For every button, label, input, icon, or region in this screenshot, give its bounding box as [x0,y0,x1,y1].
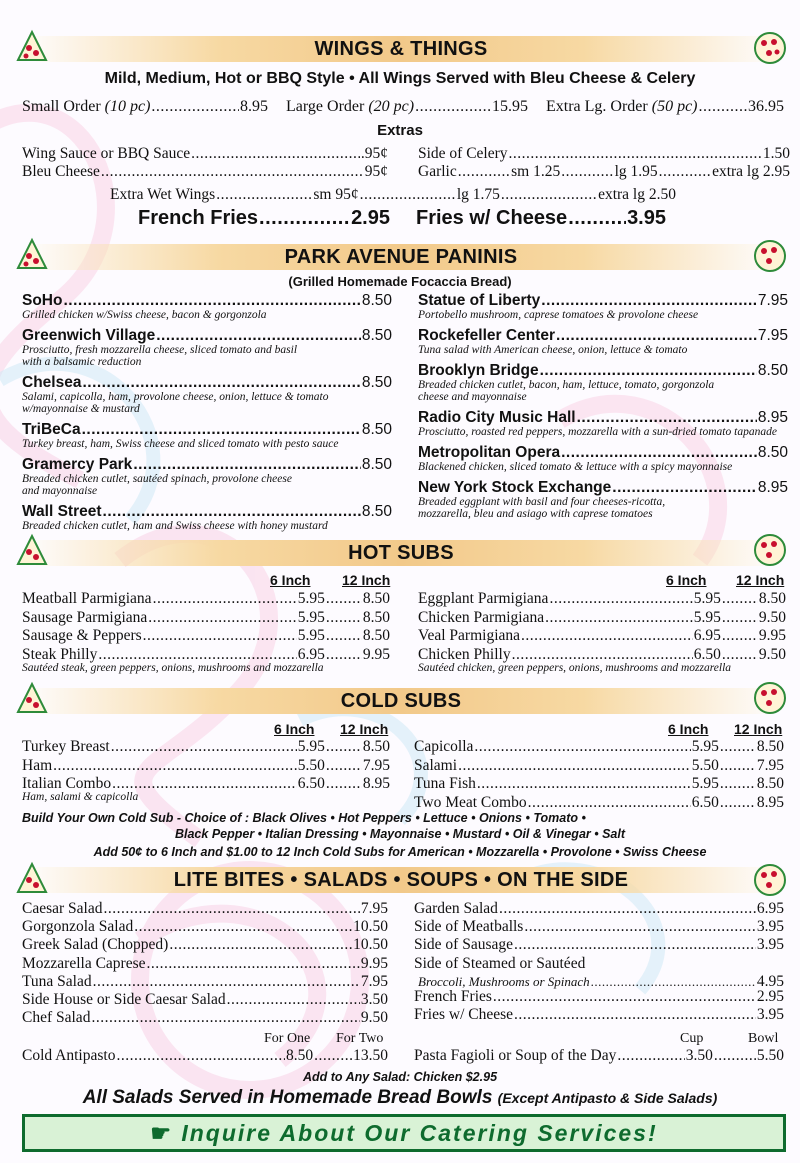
item-price: 5.95 [297,627,325,644]
hot-left-note: Sautéed steak, green peppers, onions, mushrooms and mozzarella [22,662,324,674]
price-bowl: 5.50 [756,1047,784,1064]
dot-leader [103,900,359,918]
dot-leader [326,609,362,627]
menu-item [414,918,784,936]
cold-left-note: Ham, salami & capicolla [22,791,139,803]
menu-item [22,609,390,627]
build-your-own-line-2: Black Pepper • Italian Dressing • Mayonnaise • Mustard • Oil & Vinegar • Salt [174,827,626,841]
hot-left-12inch-header: 12 Inch [342,572,391,588]
wings-extra-large-order [546,98,784,116]
bread-bowls-text: All Salads Served in Homemade Bread Bowls [82,1087,493,1108]
pizza-slice-icon [14,28,50,64]
item-description: Grilled chicken w/Swiss cheese, bacon & gorgonzola [22,309,267,321]
item-description: Breaded chicken cutlet, ham and Swiss cheese with honey mustard [22,520,328,532]
menu-item [22,503,392,521]
item-name: Capicolla [414,738,474,755]
item-name: Meatball Parmigiana [22,590,152,607]
item-name: Garden Salad [414,900,498,917]
item-price-12: 8.50 [362,738,390,755]
dot-leader [227,991,360,1009]
item-name: Side of Meatballs [414,918,524,936]
item-name: Italian Combo [22,775,112,792]
dot-leader [720,738,756,756]
dot-leader [720,775,756,793]
pizza-slice-icon [14,680,50,716]
item-price: 6.50 [297,775,325,792]
price: 2.95 [351,207,390,229]
dot-leader [720,794,756,812]
cold-left-6inch-header: 6 Inch [274,721,315,737]
fries-with-cheese [416,207,666,230]
dot-leader [143,627,297,645]
item-name: Two Meat Combo [414,793,527,811]
menu-item [418,627,786,645]
dot-leader [540,362,757,380]
price: 3.95 [627,207,666,229]
item-name: Greek Salad (Chopped) [22,936,169,954]
label: Extra Lg. Order [546,98,648,115]
item-price: 5.95 [691,738,719,755]
menu-item [414,936,784,954]
item-price: 10.50 [353,936,388,954]
price-xlg: extra lg 2.95 [712,163,790,180]
price-xlg: extra lg 2.50 [598,186,676,203]
price-one: 8.50 [286,1047,314,1064]
price: 15.95 [492,98,528,115]
dot-leader [514,936,756,954]
cold-antipasto [22,1047,388,1065]
menu-item [22,627,390,645]
item-price-12: 8.50 [756,775,784,792]
label: Pasta Fagioli or Soup of the Day [414,1047,617,1064]
label: Small Order [22,98,101,115]
item-price: 5.95 [693,590,721,607]
item-name: Statue of Liberty [418,292,541,309]
price-two: 13.50 [353,1047,388,1064]
menu-item [414,738,784,756]
item-price: 8.50 [361,374,392,391]
item-price: 7.95 [757,327,788,344]
item-name: Tuna Salad [22,972,92,990]
item-price: 8.95 [757,479,788,496]
menu-item [418,327,788,345]
hot-subs-title: HOT SUBS [348,542,454,564]
item-price: 6.95 [756,900,784,917]
hot-subs-banner [36,540,766,566]
menu-item [22,991,388,1009]
label: French Fries [138,207,259,229]
item-price-12: 9.95 [362,645,390,663]
item-name: Chef Salad [22,1009,91,1027]
item-price-12: 8.50 [758,590,786,607]
dot-leader [474,738,690,756]
item-price: 8.95 [757,409,788,426]
item-price: 5.95 [297,738,325,755]
item-name: Gorgonzola Salad [22,918,134,936]
item-price: 8.50 [757,444,788,461]
dot-leader [98,646,296,664]
qty: (20 pc) [368,98,415,115]
item-price: 6.95 [693,627,721,644]
item-name: Caesar Salad [22,900,103,917]
item-description: Breaded chicken cutlet, sautéed spinach, provolone cheese [22,473,292,485]
label: Extra Wet Wings [110,186,216,203]
item-description: w/mayonnaise & mustard [22,403,140,415]
menu-item [414,988,784,1006]
item-name: Fries w/ Cheese [414,1006,514,1024]
item-name: Greenwich Village [22,327,156,344]
item-name: Gramercy Park [22,456,133,473]
item-price-12: 8.50 [362,608,390,626]
item-name: Tuna Fish [414,775,476,792]
item-description: with a balsamic reduction [22,356,142,368]
paninis-subtitle: (Grilled Homemade Focaccia Bread) [288,274,512,289]
dot-leader [326,757,362,775]
menu-item [418,590,786,608]
dot-leader [545,609,693,627]
price: 4.95 [756,973,784,990]
item-name: Sausage & Peppers [22,627,142,644]
price-lg: lg 1.95 [614,163,658,180]
item-name: Ham [22,756,53,774]
catering-text: Inquire About Our Catering Services! [181,1120,658,1146]
dot-leader [720,757,756,775]
item-name: Brooklyn Bridge [418,362,539,379]
dot-leader [111,738,297,756]
label: Side of Celery [418,145,508,162]
lite-bites-title: LITE BITES • SALADS • SOUPS • ON THE SIDE [173,869,629,891]
price-sm: sm 95¢ [313,186,359,203]
item-price: 7.95 [757,292,788,309]
menu-item [22,590,390,608]
item-price-12: 9.50 [758,645,786,663]
item-price: 8.50 [757,362,788,379]
hot-right-12inch-header: 12 Inch [736,572,785,588]
dot-leader [103,503,361,521]
item-price: 3.50 [360,991,388,1008]
item-price-12: 8.50 [362,590,390,607]
dot-leader [549,590,692,608]
extra-wing-sauce [22,145,388,163]
price-lg: lg 1.75 [456,186,500,203]
item-price-12: 8.95 [362,775,390,792]
dot-leader [326,590,362,608]
dot-leader [91,1009,359,1027]
menu-item [414,775,784,793]
bowl-header: Bowl [748,1031,779,1046]
build-your-own-line-3: Add 50¢ to 6 Inch and $1.00 to 12 Inch Cold Subs for American • Mozzarella • Provolone • Swiss Cheese [93,845,707,859]
dot-leader [524,918,756,936]
item-name: Side House or Side Caesar Salad [22,991,226,1008]
dot-leader [512,646,693,664]
item-price: 6.95 [297,645,325,663]
dot-leader [326,738,362,756]
item-price: 6.50 [693,645,721,663]
dot-leader [556,327,757,345]
price: 36.95 [748,98,784,115]
cup-header: Cup [680,1031,704,1046]
item-price-12: 9.95 [758,627,786,644]
price-sm: sm 1.25 [511,163,561,180]
dot-leader [133,456,361,474]
item-description: cheese and mayonnaise [418,391,527,403]
label: Cold Antipasto [22,1047,116,1064]
item-price: 7.95 [360,972,388,990]
item-price-12: 8.50 [756,738,784,755]
extra-wet-wings [110,186,676,204]
dot-leader [612,479,757,497]
item-name: French Fries [414,988,492,1005]
menu-item [22,973,388,991]
menu-item [22,918,388,936]
item-name: Side of Sausage [414,936,514,954]
french-fries [138,207,390,230]
dot-leader [521,627,693,645]
item-name: Chicken Parmigiana [418,608,545,626]
item-price: 8.50 [361,327,392,344]
dot-leader [722,609,758,627]
price: 8.95 [240,98,268,115]
pizza-icon [752,30,788,66]
bread-bowls-exception: (Except Antipasto & Side Salads) [497,1090,718,1106]
extras-title: Extras [377,122,423,139]
catering-banner[interactable] [22,1114,786,1152]
item-price: 8.50 [361,503,392,520]
dot-leader [82,374,360,392]
dot-leader [156,327,361,345]
item-name: Chelsea [22,374,82,391]
item-description: Breaded eggplant with basil and four cheeses-ricotta, [418,496,666,508]
item-description: Tuna salad with American cheese, onion, lettuce & tomato [418,344,688,356]
item-price-12: 8.95 [756,793,784,811]
item-name: Radio City Music Hall [418,409,576,426]
item-price-12: 9.50 [758,608,786,626]
item-price: 8.50 [361,421,392,438]
item-name: New York Stock Exchange [418,479,612,496]
menu-item [22,1009,388,1027]
wings-large-order [286,98,528,116]
item-description: Prosciutto, roasted red peppers, mozzarella with a sun-dried tomato tapanade [418,426,777,438]
item-price: 9.95 [360,954,388,972]
side-steamed-or-sauteed [414,955,585,973]
item-name: Mozzarella Caprese [22,954,146,972]
extra-garlic [418,163,790,181]
add-chicken-note: Add to Any Salad: Chicken $2.95 [302,1070,498,1084]
qty: (50 pc) [651,98,698,115]
dot-leader [82,421,361,439]
menu-item [418,444,788,462]
extra-bleu-cheese [22,163,388,181]
dot-leader [477,775,691,793]
price: 95¢ [364,163,388,180]
label: Bleu Cheese [22,163,100,180]
label: Garlic [418,163,457,180]
wings-subtitle: Mild, Medium, Hot or BBQ Style • All Wings Served with Bleu Cheese & Celery [104,70,696,87]
wings-banner [36,36,766,62]
item-name: Salami [414,756,458,774]
item-price: 3.95 [756,936,784,954]
dot-leader [326,627,362,645]
menu-item [414,1006,784,1024]
dot-leader [326,646,362,664]
build-your-own-line-1: Build Your Own Cold Sub - Choice of : Black Olives • Hot Peppers • Lettuce • Onions • Tomato • [22,811,586,825]
cold-left-12inch-header: 12 Inch [340,721,389,737]
dot-leader [722,590,758,608]
pizza-icon [752,680,788,716]
item-price: 8.50 [361,292,392,309]
menu-item [22,421,392,439]
item-name: Metropolitan Opera [418,444,561,461]
extra-celery [418,145,790,163]
paninis-title: PARK AVENUE PANINIS [284,246,518,268]
item-description: Salami, capicolla, ham, provolone cheese, onion, lettuce & tomato [22,391,329,403]
dot-leader [514,1006,756,1024]
wings-title: WINGS & THINGS [314,38,488,60]
item-price: 8.50 [361,456,392,473]
dot-leader [528,794,691,812]
bread-bowls-note [0,1087,800,1109]
menu-item [22,327,392,345]
item-price: 7.95 [360,900,388,917]
label: Wing Sauce or BBQ Sauce [22,145,191,162]
dot-leader [458,757,691,775]
menu-item [22,292,392,310]
item-price-12: 7.95 [362,756,390,774]
label: Broccoli, Mushrooms or Spinach [418,974,590,989]
dot-leader [148,609,296,627]
pizza-slice-icon [14,532,50,568]
item-price: 5.95 [297,590,325,607]
pizza-slice-icon [14,860,50,896]
for-one-header: For One [264,1031,311,1046]
menu-item [22,936,388,954]
hot-left-6inch-header: 6 Inch [270,572,311,588]
item-name: Turkey Breast [22,738,110,755]
cold-right-12inch-header: 12 Inch [734,721,783,737]
item-name: Sausage Parmigiana [22,608,148,626]
item-description: Portobello mushroom, caprese tomatoes & provolone cheese [418,309,699,321]
dot-leader [577,409,757,427]
item-price-12: 7.95 [756,756,784,774]
menu-item [22,955,388,973]
dot-leader [493,988,756,1006]
item-price: 5.50 [691,756,719,774]
dot-leader [93,973,360,991]
item-description: Blackened chicken, sliced tomato & lettuce with a spicy mayonnaise [418,461,733,473]
cold-subs-title: COLD SUBS [340,690,462,712]
hot-right-note: Sautéed chicken, green peppers, onions, mushrooms and mozzarella [418,662,732,674]
item-description: Turkey breast, ham, Swiss cheese and sliced tomato with pesto sauce [22,438,339,450]
dot-leader [722,646,758,664]
menu-item [22,456,392,474]
menu-item [22,646,390,664]
item-description: Breaded chicken cutlet, bacon, ham, lettuce, tomato, gorgonzola [418,379,715,391]
pizza-icon [752,862,788,898]
label: Side of Steamed or Sautéed [414,955,586,972]
item-price: 5.95 [297,608,325,626]
dot-leader [63,292,360,310]
qty: (10 pc) [104,98,151,115]
dot-leader [112,775,297,793]
menu-item [414,900,784,918]
pizza-slice-icon [14,236,50,272]
pasta-fagioli [414,1047,784,1065]
wings-small-order [22,98,268,116]
menu-item [414,757,784,775]
item-price: 5.95 [691,775,719,792]
item-price-12: 8.50 [362,627,390,644]
cold-right-6inch-header: 6 Inch [668,721,709,737]
item-description: Prosciutto, fresh mozzarella cheese, sliced tomato and basil [22,344,298,356]
item-price: 9.50 [360,1009,388,1027]
pizza-icon [752,532,788,568]
cold-subs-banner [36,688,766,714]
paninis-banner [36,244,766,270]
dot-leader [53,757,297,775]
menu-item [22,374,392,392]
price-cup: 3.50 [685,1047,713,1064]
item-description: and mayonnaise [22,485,98,497]
dot-leader [499,900,756,918]
item-price: 3.95 [756,1006,784,1024]
menu-item [418,409,788,427]
item-name: Veal Parmigiana [418,627,521,644]
pizza-icon [752,238,788,274]
item-name: SoHo [22,292,63,309]
item-name: Chicken Philly [418,645,511,663]
menu-item [418,479,788,497]
item-name: TriBeCa [22,421,81,438]
menu-item [418,362,788,380]
dot-leader [541,292,757,310]
item-price: 6.50 [691,793,719,811]
menu-item [22,900,388,918]
hot-right-6inch-header: 6 Inch [666,572,707,588]
menu-item [418,292,788,310]
menu-item [414,794,784,812]
lite-bites-banner [36,867,766,893]
price: 1.50 [762,145,790,162]
dot-leader [153,590,297,608]
dot-leader [169,936,352,954]
item-price: 5.95 [693,608,721,626]
item-price: 5.50 [297,756,325,774]
price: .95¢ [360,145,388,162]
item-price: 10.50 [353,918,388,936]
dot-leader [722,627,758,645]
item-description: mozzarella, bleu and asiago with caprese tomatoes [418,508,653,520]
menu-item [22,757,390,775]
label: Fries w/ Cheese [416,207,568,229]
dot-leader [561,444,757,462]
dot-leader [147,955,360,973]
item-name: Eggplant Parmigiana [418,590,549,607]
dot-leader [326,775,362,793]
item-price: 2.95 [756,988,784,1005]
item-name: Wall Street [22,503,102,520]
for-two-header: For Two [336,1031,384,1046]
item-name: Rockefeller Center [418,327,555,344]
item-name: Steak Philly [22,645,98,663]
menu-item [418,646,786,664]
label: Large Order [286,98,365,115]
item-price: 3.95 [756,918,784,936]
menu-item [418,609,786,627]
menu-item [22,738,390,756]
dot-leader [134,918,352,936]
pointing-hand-icon: ☛ [150,1120,173,1146]
